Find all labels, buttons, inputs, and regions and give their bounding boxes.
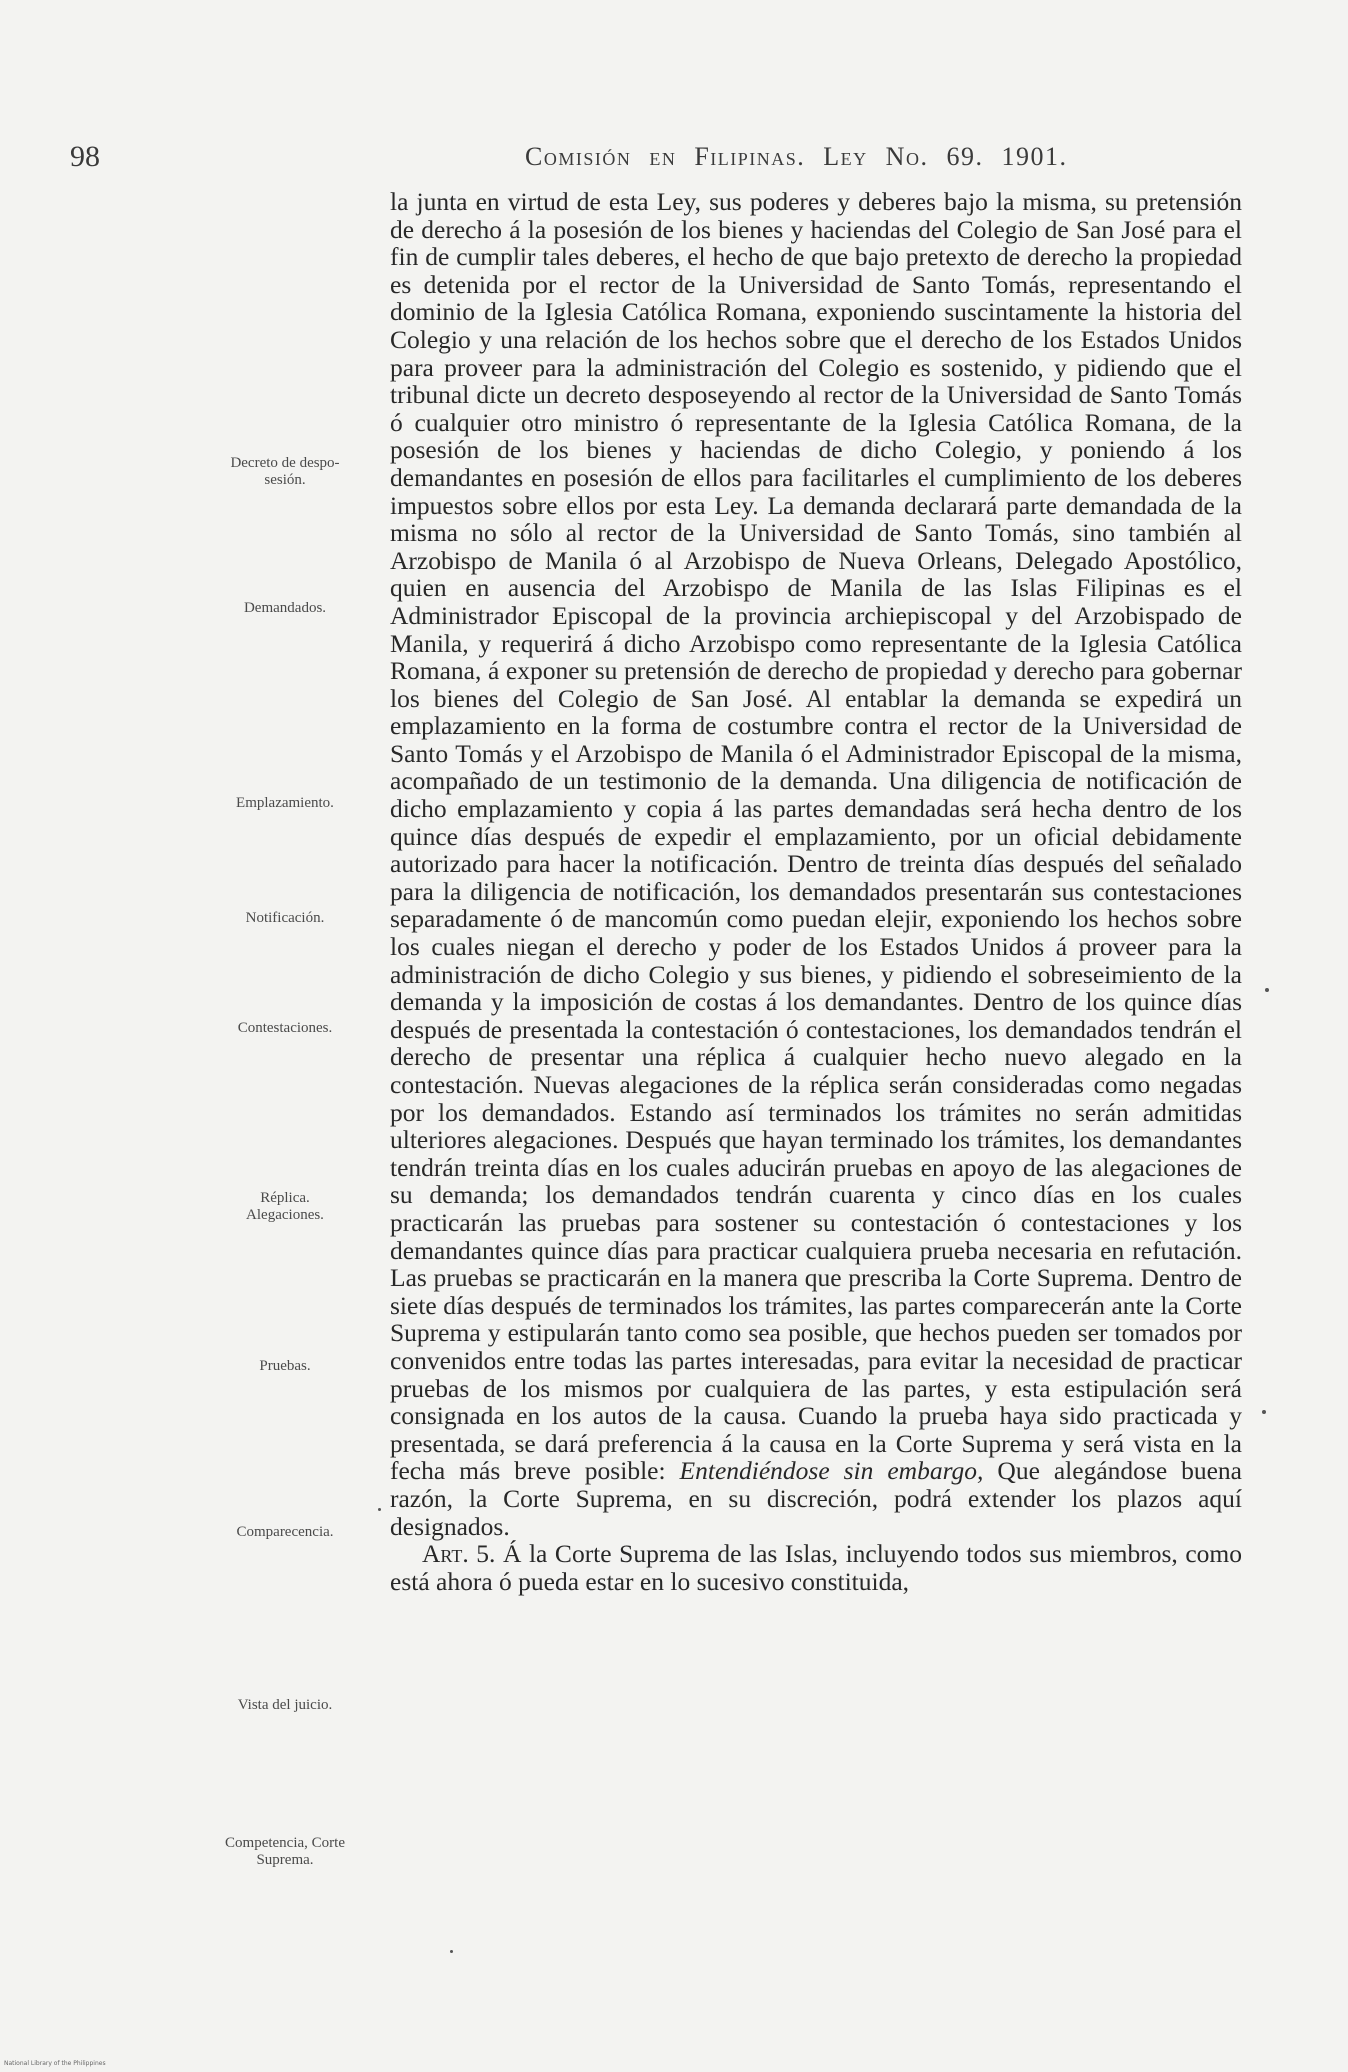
proviso-text: Entendiéndose sin embargo, — [679, 1456, 984, 1486]
margin-note-text: Demandados. — [243, 600, 327, 616]
footer-note: National Library of the Philippines — [4, 2060, 106, 2067]
margin-note-text: Decreto de despo- sesión. — [230, 455, 340, 488]
margin-note-text: Contestaciones. — [237, 1020, 333, 1036]
paragraph-1-end: Que alegándose buena razón, la Corte Suprema, en su discreción, podrá extender los plazos aquí designados. — [390, 1456, 1242, 1541]
running-head: Comisión en Filipinas. Ley No. 69. 1901. — [525, 142, 1068, 171]
paragraph-2-text: Á la Corte Suprema de las Islas, incluyendo todos sus miembros, como está ahora ó pueda estar en lo sucesivo constituida, — [390, 1539, 1243, 1596]
margin-note-text: Comparecencia. — [236, 1524, 334, 1540]
margin-note-vista — [185, 1697, 385, 1714]
margin-note-comparecencia — [185, 1524, 385, 1541]
margin-note-emplazamiento — [185, 795, 385, 812]
page-number: 98 — [70, 140, 100, 173]
page-header — [70, 140, 1250, 180]
margin-note-notificacion — [185, 910, 385, 927]
print-speck — [1265, 988, 1269, 992]
print-speck — [378, 1508, 381, 1511]
margin-note-replica — [185, 1190, 385, 1224]
margin-note-demandados — [185, 600, 385, 617]
margin-note-text: Pruebas. — [259, 1358, 311, 1374]
body-text — [390, 188, 1242, 1595]
paragraph-1-text: la junta en virtud de esta Ley, sus poderes y deberes bajo la misma, su pretensión de derecho á la posesión de los bienes y haciendas del Colegio de San José para el fin de cumplir tales deberes, el hecho de que bajo pretexto de derecho la propiedad es detenida por el rector de la Universidad de Santo Tomás, representando el dominio de la Iglesia Católica Romana, exponiendo suscintamente la historia del Colegio y una relación de los hechos sobre que el derecho de los Estados Unidos para proveer para la administración del Colegio es sostenido, y pidiendo que el tribunal dicte un decreto desposeyendo al rector de la Universidad de Santo Tomás ó cualquier otro ministro ó representante de la Iglesia Católica Romana, de la posesión de los bienes y haciendas de dicho Colegio, y poniendo á los demandantes en posesión de ellos para facilitarles el cumplimiento de los deberes impuestos sobre ellos por esta Ley. La demanda declarará parte demandada de la misma no sólo al rector de la Universidad de Santo Tomás, sino también al Arzobispo de Manila ó al Arzobispo de Nueva Orleans, Delegado Apostólico, quien en ausencia del Arzobispo de Manila de las Islas Filipinas es el Administrador Episcopal de la provincia archiepiscopal y del Arzobispado de Manila, y requerirá á dicho Arzobispo como representante de la Iglesia Católica Romana, á exponer su pretensión de derecho de propiedad y derecho para gobernar los bienes del Colegio de San José. Al entablar la demanda se expedirá un emplazamiento en la forma de costumbre contra el rector de la Universidad de Santo Tomás y el Arzobispo de Manila ó el Administrador Episcopal de la misma, acompañado de un testimonio de la demanda. Una diligencia de notificación de dicho emplazamiento y copia á las partes demandadas será hecha dentro de los quince días después de expedir el emplazamiento, por un oficial debidamente autorizado para hacer la notificación. Dentro de treinta días después del señalado para la diligencia de notificación, los demandados presentarán sus contestaciones separadamente ó de mancomún como puedan elejir, exponiendo los hechos sobre los cuales niegan el derecho y poder de los Estados Unidos á proveer para la administración de dicho Colegio y sus bienes, y pidiendo el sobreseimiento de la demanda y la imposición de costas á los demandantes. Dentro de los quince días después de presentada la contestación ó contestaciones, los demandados tendrán el derecho de presentar una réplica á cualquier hecho nuevo alegado en la contestación. Nuevas alegaciones de la réplica serán consideradas como negadas por los demandados. Estando así terminados los trámites no serán admitidas ulteriores alegaciones. Después que hayan terminado los trámites, los demandantes tendrán treinta días en los cuales aducirán pruebas en apoyo de las alegaciones de su demanda; los demandados tendrán cuarenta y cinco días en los cuales practicarán las pruebas para sostener su contestación ó contestaciones y los demandantes quince días para practicar cualquiera prueba necesaria en refutación. Las pruebas se practicarán en la manera que prescriba la Corte Suprema. Dentro de siete días después de terminados los trámites, las partes comparecerán ante la Corte Suprema y estipularán tanto como sea posible, que hechos pueden ser tomados por convenidos entre todas las partes interesadas, para evitar la necesidad de practicar pruebas de los mismos por cualquiera de las partes, y esta estipulación será consignada en los autos de la causa. Cuando la prueba haya sido practicada y presentada, se dará preferencia á la causa en la Corte Suprema y será vista en la fecha más breve posible: — [390, 187, 1242, 1486]
print-speck — [1262, 1410, 1266, 1414]
article-label: Art. 5. — [422, 1539, 496, 1569]
margin-note-text: Emplazamiento. — [236, 795, 334, 811]
margin-note-text: Notificación. — [245, 910, 325, 926]
margin-note-text: Réplica. Alegaciones. — [246, 1190, 324, 1223]
margin-note-decreto — [185, 455, 385, 489]
paragraph-1 — [390, 188, 1242, 1540]
margin-note-text: Vista del juicio. — [237, 1697, 333, 1713]
print-speck — [450, 1950, 453, 1953]
margin-note-pruebas — [185, 1358, 385, 1375]
paragraph-2 — [390, 1540, 1242, 1595]
margin-note-text: Competencia, Corte Suprema. — [225, 1835, 345, 1868]
margin-note-contestaciones — [185, 1020, 385, 1037]
margin-note-competencia — [185, 1835, 385, 1869]
